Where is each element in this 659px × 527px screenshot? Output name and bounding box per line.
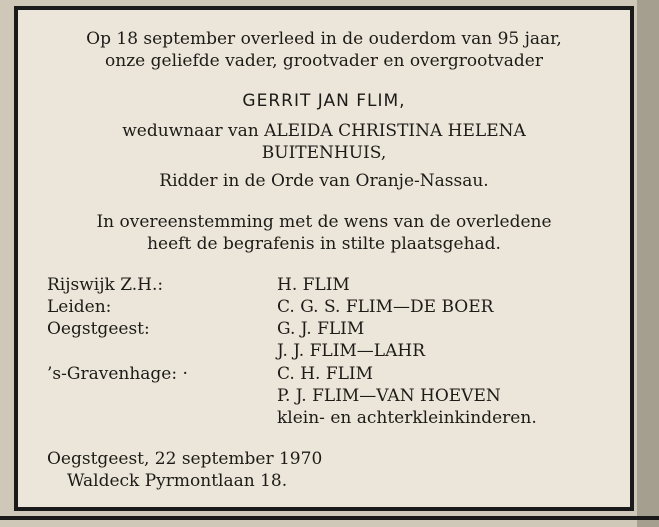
intro-line-1: Op 18 september overleed in de ouderdom van 95 jaar,: [86, 29, 562, 49]
relative-name: J. J. FLIM—LAHR: [277, 341, 426, 361]
death-notice: [18, 10, 630, 507]
bottom-rule: [0, 516, 659, 520]
relative-name: P. J. FLIM—VAN HOEVEN: [277, 386, 501, 406]
page-edge: [637, 0, 659, 527]
deceased-name: GERRIT JAN FLIM,: [242, 91, 406, 111]
relative-name: klein- en achterkleinkinderen.: [277, 408, 537, 428]
relative-name: C. H. FLIM: [277, 364, 374, 384]
relative-name: C. G. S. FLIM—DE BOER: [277, 297, 494, 317]
relative-name: G. J. FLIM: [277, 319, 365, 339]
funeral-line-1: In overeenstemming met de wens van de overledene: [96, 212, 552, 232]
relative-place: ’s-Gravenhage: ·: [47, 364, 188, 384]
funeral-line-2: heeft de begrafenis in stilte plaatsgehad.: [147, 234, 501, 254]
intro-line-2: onze geliefde vader, grootvader en overgrootvader: [105, 51, 543, 71]
widower-line-2: BUITENHUIS,: [261, 143, 387, 163]
relative-place: Rijswijk Z.H.:: [47, 275, 164, 295]
relative-name: H. FLIM: [277, 275, 350, 295]
footer-address: Waldeck Pyrmontlaan 18.: [67, 471, 288, 491]
footer-place-date: Oegstgeest, 22 september 1970: [47, 449, 323, 469]
relative-place: Leiden:: [47, 297, 112, 317]
honour-line: Ridder in de Orde van Oranje-Nassau.: [159, 171, 489, 191]
widower-line-1: weduwnaar van ALEIDA CHRISTINA HELENA: [122, 121, 526, 141]
relative-place: Oegstgeest:: [47, 319, 150, 339]
